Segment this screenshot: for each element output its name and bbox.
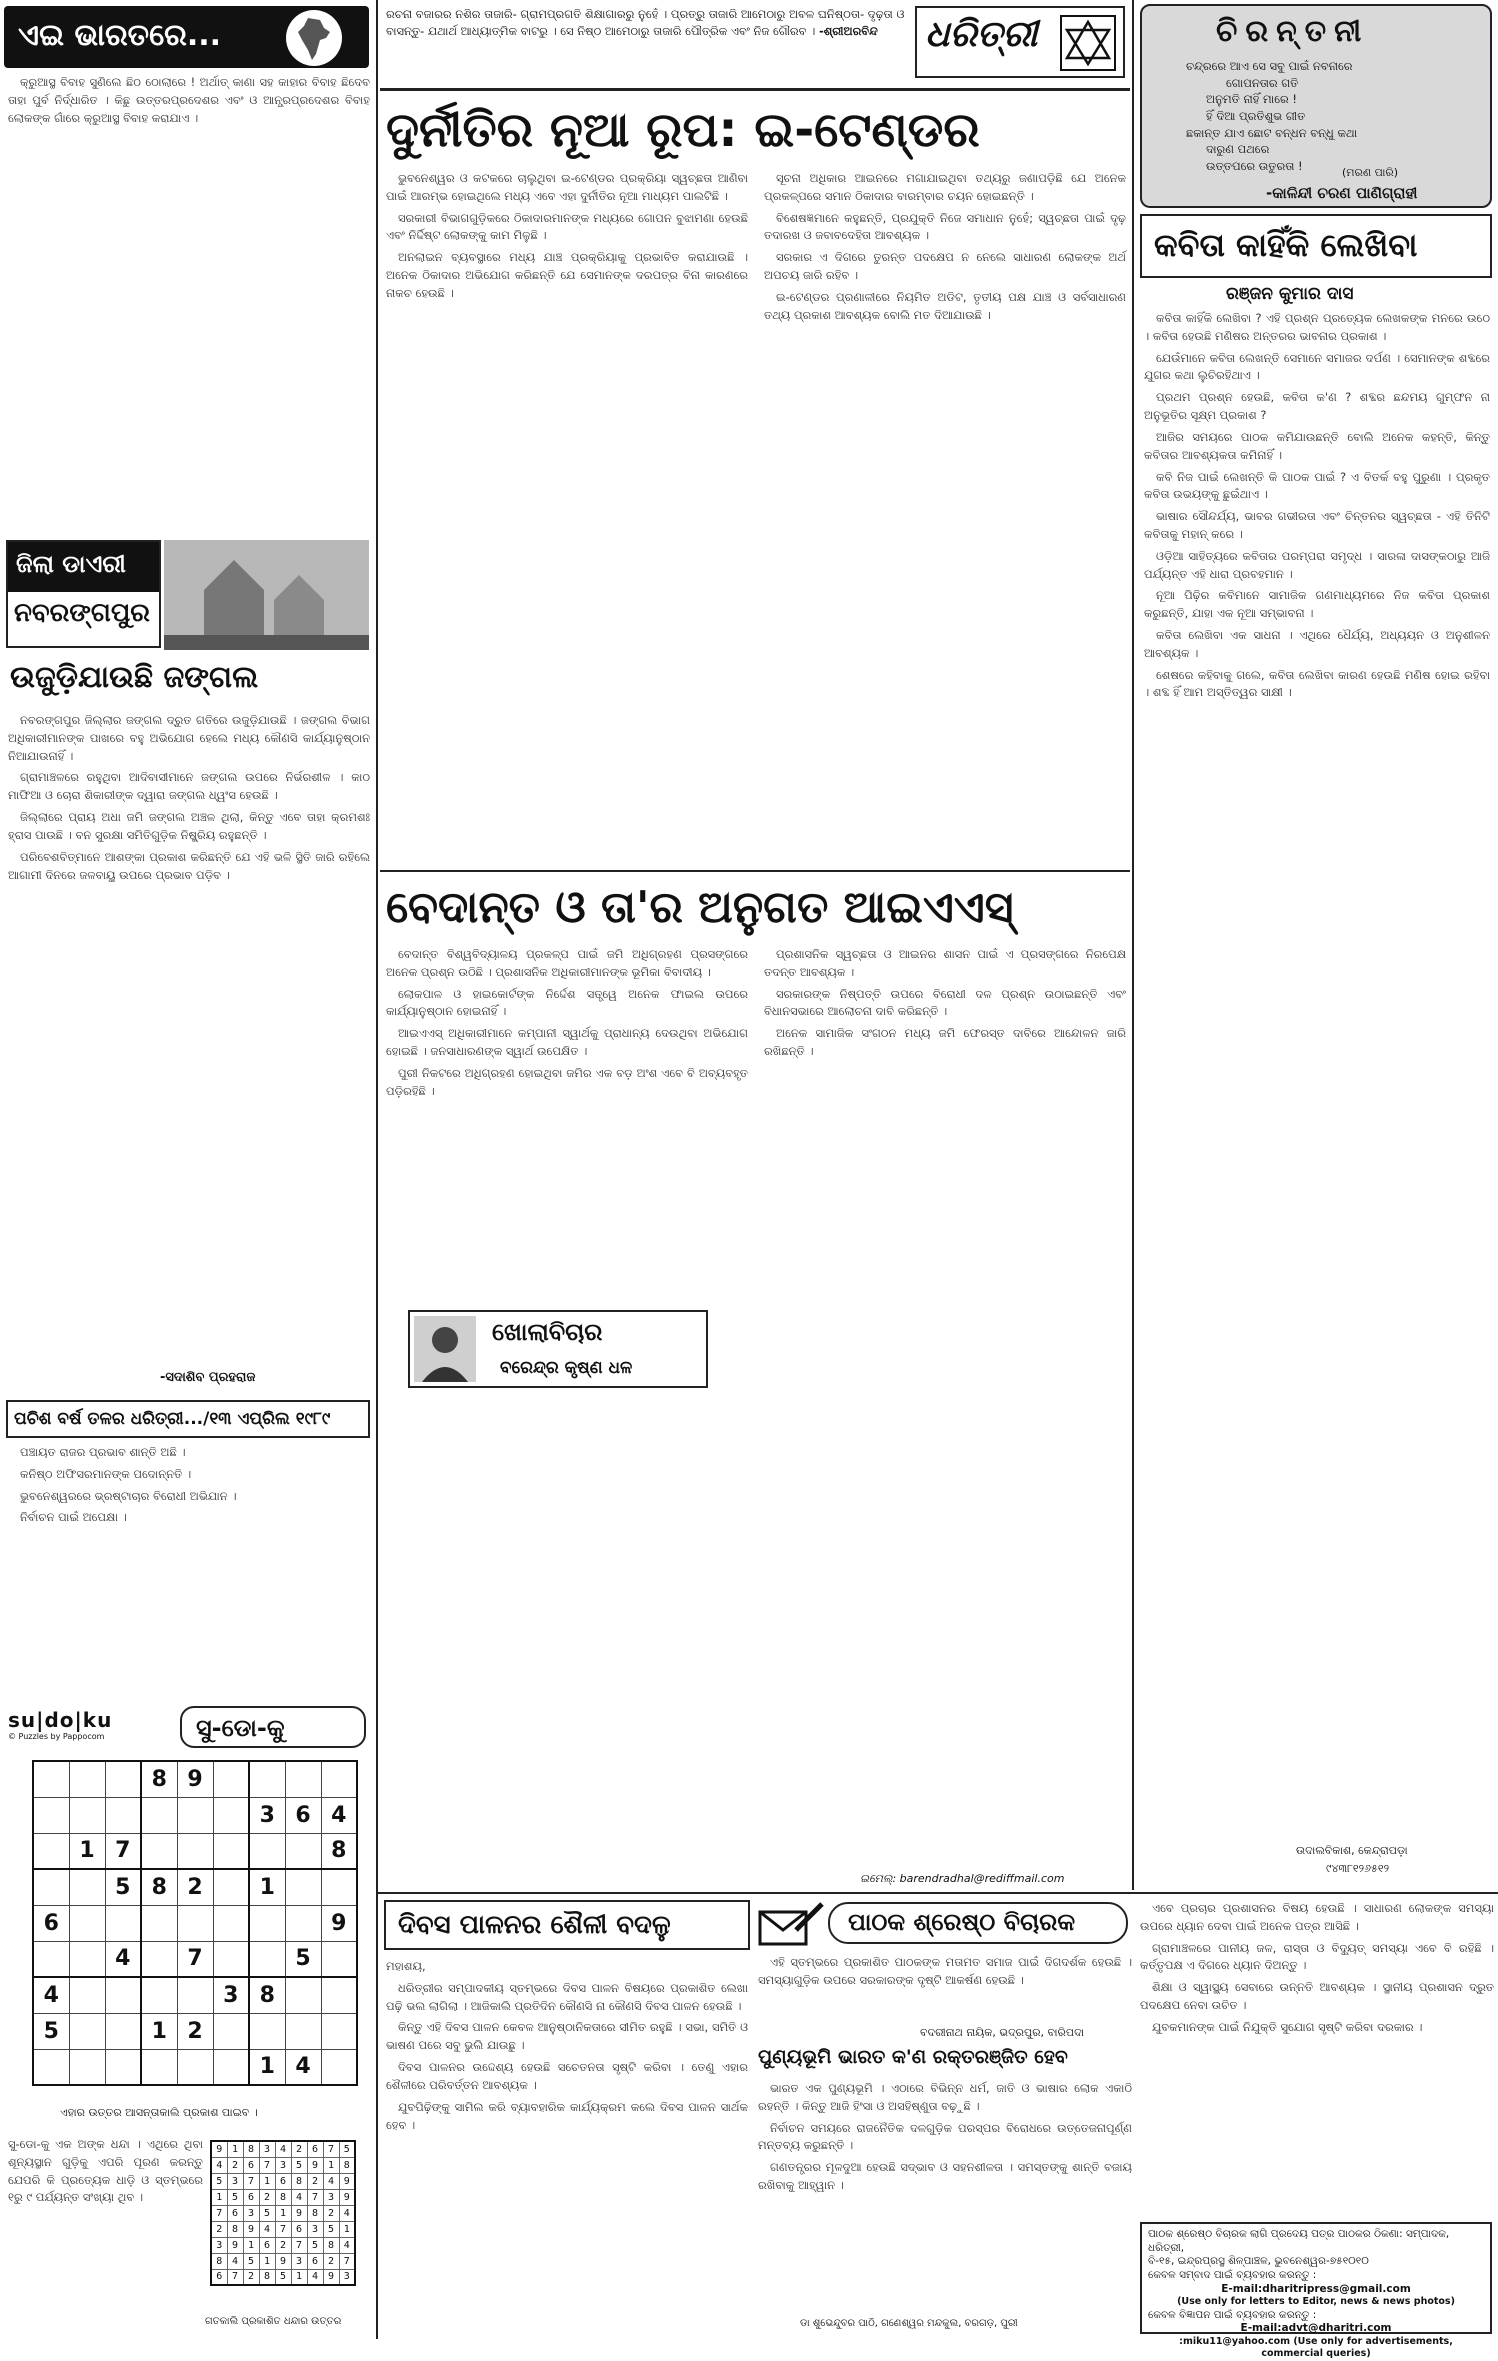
solution-cell: 7 xyxy=(275,2221,291,2237)
contact-email-yahoo[interactable]: :miku11@yahoo.com (Use only for advertisements, commercial queries) xyxy=(1179,2335,1453,2360)
solution-cell: 9 xyxy=(275,2253,291,2269)
poetry-article-signoff: ଉଦାଲବିକାଶ, କେନ୍ଦ୍ରାପଡ଼ା xyxy=(1296,1844,1408,1857)
solution-cell: 6 xyxy=(227,2205,243,2221)
left-column xyxy=(0,0,375,2339)
sudoku-cell: 1 xyxy=(141,2013,177,2049)
solution-cell: 7 xyxy=(243,2173,259,2189)
sudoku-cell xyxy=(213,2049,249,2085)
solution-cell: 3 xyxy=(211,2237,227,2253)
solution-cell: 9 xyxy=(339,2189,355,2205)
solution-cell: 5 xyxy=(291,2157,307,2173)
solution-cell: 1 xyxy=(291,2269,307,2285)
sudoku-cell: 8 xyxy=(141,1761,177,1797)
sudoku-cell: 8 xyxy=(249,1977,285,2013)
contact-box xyxy=(1140,2222,1492,2360)
second-article-body: ବେଦାନ୍ତ ବିଶ୍ୱବିଦ୍ୟାଳୟ ପ୍ରକଳ୍ପ ପାଇଁ ଜମି ଅଧିଗ୍ରହଣ ପ୍ରସଙ୍ଗରେ ଅନେକ ପ୍ରଶ୍ନ ଉଠିଛି । ପ୍ରଶାସନିକ ଅଧିକାରୀମାନଙ୍କ ଭୂମିକା ବିବାଦୀୟ । ଲୋକପାଳ ଓ ହାଇକୋର୍ଟଙ୍କ ନିର୍ଦ୍ଦେଶ ସତ୍ତ୍ୱେ ଅନେକ ଫାଇଲ ଉପରେ କାର୍ଯ୍ୟାନୁଷ୍ଠାନ ହୋଇନାହିଁ । ଆଇଏଏସ୍ ଅଧିକାରୀମାନେ କମ୍ପାନୀ ସ୍ୱାର୍ଥକୁ ପ୍ରାଧାନ୍ୟ ଦେଉଥିବା ଅଭିଯୋଗ ହୋଇଛି । ଜନସାଧାରଣଙ୍କ ସ୍ୱାର୍ଥ ଉପେକ୍ଷିତ । ପୁରୀ ନିକଟରେ ଅଧିଗ୍ରହଣ ହୋଇଥିବା ଜମିର ଏକ ବଡ଼ ଅଂଶ ଏବେ ବି ଅବ୍ୟବହୃତ ପଡ଼ିରହିଛି । ପ୍ରଶାସନିକ ସ୍ୱଚ୍ଛତା ଓ ଆଇନର ଶାସନ ପାଇଁ ଏ ପ୍ରସଙ୍ଗରେ ନିରପେକ୍ଷ ତଦନ୍ତ ଆବଶ୍ୟକ । ସରକାରଙ୍କ ନିଷ୍ପତ୍ତି ଉପରେ ବିରୋଧୀ ଦଳ ପ୍ରଶ୍ନ ଉଠାଇଛନ୍ତି ଏବଂ ବିଧାନସଭାରେ ଆଲୋଚନା ଦାବି କରିଛନ୍ତି । ଅନେକ ସାମାଜିକ ସଂଗଠନ ମଧ୍ୟ ଜମି ଫେରସ୍ତ ଦାବିରେ ଆନ୍ଦୋଳନ ଜାରି ରଖିଛନ୍ତି । xyxy=(386,947,1126,1098)
solution-cell: 6 xyxy=(243,2189,259,2205)
sudoku-cell xyxy=(69,2049,105,2085)
district-article-body: ନବରଙ୍ଗପୁର ଜିଲ୍ଲାର ଜଙ୍ଗଲ ଦ୍ରୁତ ଗତିରେ ଉଜୁଡ଼ିଯାଉଛି । ଜଙ୍ଗଲ ବିଭାଗ ଅଧିକାରୀମାନଙ୍କ ପାଖରେ ବହୁ ଅଭିଯୋଗ ହେଲେ ମଧ୍ୟ କୌଣସି କାର୍ଯ୍ୟାନୁଷ୍ଠାନ ନିଆଯାଉନାହିଁ । ଗ୍ରାମାଞ୍ଚଳରେ ରହୁଥିବା ଆଦିବାସୀମାନେ ଜଙ୍ଗଲ ଉପରେ ନିର୍ଭରଶୀଳ । କାଠ ମାଫିଆ ଓ ଚୋରା ଶିକାରୀଙ୍କ ଦ୍ୱାରା ଜଙ୍ଗଲ ଧ୍ୱଂସ ହେଉଛି । ଜିଲ୍ଲାରେ ପ୍ରାୟ ଅଧା ଜମି ଜଙ୍ଗଲ ଅଞ୍ଚଳ ଥିଲା, କିନ୍ତୁ ଏବେ ତାହା କ୍ରମଶଃ ହ୍ରାସ ପାଉଛି । ବନ ସୁରକ୍ଷା ସମିତିଗୁଡ଼ିକ ନିଷ୍କ୍ରିୟ ରହୁଛନ୍ତି । ପରିବେଶବିତ୍ମାନେ ଆଶଙ୍କା ପ୍ରକାଶ କରିଛନ୍ତି ଯେ ଏହି ଭଳି ସ୍ଥିତି ଜାରି ରହିଲେ ଆଗାମୀ ଦିନରେ ଜଳବାୟୁ ଉପରେ ପ୍ରଭାବ ପଡ଼ିବ । xyxy=(8,713,370,882)
solution-cell: 6 xyxy=(211,2269,227,2285)
contact-email-advt[interactable]: E-mail:advt@dharitri.com xyxy=(1240,2322,1392,2335)
sudoku-cell xyxy=(177,1977,213,2013)
solution-cell: 2 xyxy=(259,2189,275,2205)
contact-line2: ବି-୧୫, ଇନ୍ଦ୍ରପ୍ରସ୍ଥ ଶିଳ୍ପାଞ୍ଚଳ, ଭୁବନେଶ୍ୱର-୭୫୧୦୧୦ xyxy=(1148,2255,1369,2268)
solution-row xyxy=(211,2173,355,2189)
second-letter-body: ଭାରତ ଏକ ପୁଣ୍ୟଭୂମି । ଏଠାରେ ବିଭିନ୍ନ ଧର୍ମ, ଜାତି ଓ ଭାଷାର ଲୋକ ଏକାଠି ରହନ୍ତି । କିନ୍ତୁ ଆଜି ହିଂସା ଓ ଅସହିଷ୍ଣୁତା ବଢ଼ୁଛି । ନିର୍ବାଚନ ସମୟରେ ରାଜନୈତିକ ଦଳଗୁଡ଼ିକ ପରସ୍ପର ବିରୋଧରେ ଉତ୍ତେଜନାପୂର୍ଣ୍ଣ ମନ୍ତବ୍ୟ କରୁଛନ୍ତି । ଗଣତନ୍ତ୍ରର ମୂଳଦୁଆ ହେଉଛି ସଦ୍ଭାବ ଓ ସହନଶୀଳତା । ସମସ୍ତଙ୍କୁ ଶାନ୍ତି ବଜାୟ ରଖିବାକୁ ଆହ୍ୱାନ । xyxy=(758,2081,1132,2193)
sudoku-cell xyxy=(141,1977,177,2013)
sudoku-cell xyxy=(69,2013,105,2049)
masthead-box xyxy=(915,6,1125,78)
solution-cell: 6 xyxy=(259,2237,275,2253)
solution-cell: 5 xyxy=(307,2237,323,2253)
solution-row xyxy=(211,2189,355,2205)
contact-line1: ପାଠକ ଶ୍ରେଷ୍ଠ ବିଚାରକ ଲାଗି ପ୍ରଦେୟ ପତ୍ର ପାଠକର ଠିକଣା: ସମ୍ପାଦକ, ଧରିତ୍ରୀ, xyxy=(1148,2228,1450,2254)
solution-cell: 4 xyxy=(339,2237,355,2253)
poem-source: (ମରଣ ପାରି) xyxy=(1342,166,1399,179)
sudoku-cell: 5 xyxy=(105,1869,141,1905)
poetry-article-title: କବିତା କାହିଁକି ଲେଖିବା xyxy=(1154,226,1418,264)
day-celebration-body: ମହାଶୟ, ଧରିତ୍ରୀର ସମ୍ପାଦକୀୟ ସ୍ତମ୍ଭରେ ଦିବସ ପାଳନ ବିଷୟରେ ପ୍ରକାଶିତ ଲେଖା ପଢ଼ି ଭଲ ଲାଗିଲା । ଆଜିକାଲି ପ୍ରତିଦିନ କୌଣସି ନା କୌଣସି ଦିବସ ପାଳନ ହେଉଛି । କିନ୍ତୁ ଏହି ଦିବସ ପାଳନ କେବଳ ଆନୁଷ୍ଠାନିକତାରେ ସୀମିତ ରହୁଛି । ସଭା, ସମିତି ଓ ଭାଷଣ ପରେ ସବୁ ଭୁଲି ଯାଉଛୁ । ଦିବସ ପାଳନର ଉଦ୍ଦେଶ୍ୟ ହେଉଛି ସଚେତନତା ସୃଷ୍ଟି କରିବା । ତେଣୁ ଏହାର ଶୈଳୀରେ ପରିବର୍ତ୍ତନ ଆବଶ୍ୟକ । ଯୁବପିଢ଼ିଙ୍କୁ ସାମିଲ କରି ବ୍ୟାବହାରିକ କାର୍ଯ୍ୟକ୍ରମ କଲେ ଦିବସ ପାଳନ ସାର୍ଥକ ହେବ । xyxy=(386,1959,748,2132)
envelope-pen-icon xyxy=(756,1900,826,1952)
solution-cell: 8 xyxy=(211,2253,227,2269)
main-headline: ଦୁର୍ନୀତିର ନୂଆ ରୂପ: ଇ-ଟେଣ୍ଡର xyxy=(386,102,980,158)
sudoku-row xyxy=(33,1869,357,1905)
sudoku-cell xyxy=(213,1833,249,1869)
sudoku-cell xyxy=(141,1833,177,1869)
solution-row xyxy=(211,2141,355,2157)
solution-cell: 7 xyxy=(291,2237,307,2253)
sudoku-cell: 5 xyxy=(33,2013,69,2049)
sudoku-cell xyxy=(33,1797,69,1833)
solution-cell: 4 xyxy=(227,2253,243,2269)
solution-cell: 2 xyxy=(275,2237,291,2253)
sudoku-cell xyxy=(249,1833,285,1869)
sudoku-cell: 1 xyxy=(249,2049,285,2085)
sudoku-solution-container xyxy=(210,2140,356,2286)
solution-cell: 8 xyxy=(291,2173,307,2189)
contact-line3: କେବଳ ସମ୍ବାଦ ପାଇଁ ବ୍ୟବହାର କରନ୍ତୁ : xyxy=(1148,2268,1317,2281)
sudoku-cell: 9 xyxy=(177,1761,213,1797)
sudoku-cell xyxy=(33,1941,69,1977)
sudoku-cell xyxy=(249,1761,285,1797)
sudoku-logo: su|do|ku © Puzzles by Pappocom xyxy=(8,1708,113,1741)
sudoku-grid-container xyxy=(32,1760,358,2086)
dharitri-25-years-list xyxy=(8,1444,370,1699)
sudoku-cell xyxy=(249,2013,285,2049)
solution-cell: 5 xyxy=(275,2269,291,2285)
sudoku-cell: 4 xyxy=(321,1797,357,1833)
district-headline: ଉଜୁଡ଼ିଯାଉଛି ଜଙ୍ଗଲ xyxy=(10,660,259,695)
letter-signoff-1: ବଦରୀନାଥ ନାୟିକ, ଭଦ୍ରପୁର, ବାରିପଦା xyxy=(920,2026,1085,2039)
solution-cell: 6 xyxy=(291,2221,307,2237)
sudoku-cell xyxy=(213,1941,249,1977)
solution-cell: 1 xyxy=(259,2173,275,2189)
sudoku-row xyxy=(33,2049,357,2085)
sudoku-cell: 2 xyxy=(177,1869,213,1905)
author-email: ଇମେଲ୍: barendradhal@rediffmail.com xyxy=(860,1872,1065,1885)
solution-cell: 3 xyxy=(291,2253,307,2269)
sudoku-cell xyxy=(249,1905,285,1941)
sudoku-row xyxy=(33,1761,357,1797)
solution-cell: 5 xyxy=(259,2205,275,2221)
solution-cell: 1 xyxy=(243,2237,259,2253)
masthead-rule xyxy=(380,88,1130,91)
list-item: ନିର୍ବାଚନ ପାଇଁ ଅପେକ୍ଷା । xyxy=(20,1510,127,1525)
sudoku-cell xyxy=(321,2013,357,2049)
sudoku-cell: 4 xyxy=(285,2049,321,2085)
intro-text: କ୍ରୁଆସ୍ଥ ବିବାହ ସୁଣିଲେ ଛିଠ ଠୋଲାରେ ! ଅର୍ଥାତ୍ କାଣା ସହ କାହାର ବିବାହ ଛିଦେବ ତାହା ପୁର୍ବ ନିର୍ଦ୍ଧାରିତ । କିଛୁ ଉତ୍ତରପ୍ରଦେଶର ଏବଂ ଓ ଆନ୍ଧ୍ରପ୍ରଦେଶର ବିବାହ ଲୋକଙ୍କ ଗାଁରେ କ୍ରୁଆସ୍ଥ ବିବାହ କରାଯାଏ । xyxy=(8,75,370,125)
solution-cell: 4 xyxy=(275,2141,291,2157)
sudoku-cell xyxy=(105,1905,141,1941)
solution-cell: 4 xyxy=(339,2205,355,2221)
sudoku-cell: 1 xyxy=(249,1869,285,1905)
sudoku-cell: 6 xyxy=(33,1905,69,1941)
sudoku-row xyxy=(33,1941,357,1977)
solution-cell: 5 xyxy=(227,2189,243,2205)
opinion-author: ବରେନ୍ଦ୍ର କୃଷ୍ଣ ଧଳ xyxy=(500,1358,633,1378)
sudoku-cell xyxy=(33,1869,69,1905)
section-title: ଏଇ ଭାରତରେ... xyxy=(18,18,222,53)
sudoku-cell xyxy=(69,1905,105,1941)
sudoku-cell xyxy=(105,2013,141,2049)
solution-row xyxy=(211,2221,355,2237)
sudoku-solution-grid xyxy=(210,2140,356,2286)
intro-article xyxy=(8,74,370,534)
solution-row xyxy=(211,2253,355,2269)
solution-cell: 2 xyxy=(227,2157,243,2173)
sudoku-cell xyxy=(33,1761,69,1797)
quote-box xyxy=(386,6,906,84)
solution-cell: 7 xyxy=(339,2253,355,2269)
right-column xyxy=(1136,0,1498,1890)
solution-cell: 3 xyxy=(227,2173,243,2189)
poetry-article-phone: ୯୪୩୮୧୨୬୫୧୨ xyxy=(1326,1862,1390,1875)
sudoku-cell xyxy=(285,1977,321,2013)
solution-cell: 6 xyxy=(243,2157,259,2173)
solution-cell: 3 xyxy=(259,2141,275,2157)
solution-row xyxy=(211,2269,355,2285)
solution-cell: 1 xyxy=(211,2189,227,2205)
solution-cell: 1 xyxy=(227,2141,243,2157)
sudoku-cell: 3 xyxy=(249,1797,285,1833)
solution-cell: 4 xyxy=(323,2173,339,2189)
sudoku-cell xyxy=(285,1905,321,1941)
poetry-article-body: କବିତା କାହିଁକି ଲେଖିବା ? ଏହି ପ୍ରଶ୍ନ ପ୍ରତ୍ୟେକ ଲେଖକଙ୍କ ମନରେ ଉଠେ । କବିତା ହେଉଛି ମଣିଷର ଅନ୍ତରର ଭାବନାର ପ୍ରକାଶ । ଯେଉଁମାନେ କବିତା ଲେଖନ୍ତି ସେମାନେ ସମାଜର ଦର୍ପଣ । ସେମାନଙ୍କ ଶବ୍ଦରେ ଯୁଗର କଥା ଲୁଚିରହିଥାଏ । ପ୍ରଥମ ପ୍ରଶ୍ନ ହେଉଛି, କବିତା କ'ଣ ? ଶବ୍ଦର ଛନ୍ଦମୟ ଗୁମ୍ଫନ ନା ଅନୁଭୂତିର ସୂକ୍ଷ୍ମ ପ୍ରକାଶ ? ଆଜିର ସମୟରେ ପାଠକ କମିଯାଉଛନ୍ତି ବୋଲି ଅନେକ କହନ୍ତି, କିନ୍ତୁ କବିତାର ଆବଶ୍ୟକତା କମିନାହିଁ । କବି ନିଜ ପାଇଁ ଲେଖନ୍ତି କି ପାଠକ ପାଇଁ ? ଏ ବିତର୍କ ବହୁ ପୁରୁଣା । ପ୍ରକୃତ କବିତା ଉଭୟଙ୍କୁ ଛୁଇଁଥାଏ । ଭାଷାର ସୌନ୍ଦର୍ଯ୍ୟ, ଭାବର ଗଭୀରତା ଏବଂ ଚିନ୍ତନର ସ୍ୱଚ୍ଛତା - ଏହି ତିନିଟି କବିତାକୁ ମହାନ୍ କରେ । ଓଡ଼ିଆ ସାହିତ୍ୟରେ କବିତାର ପରମ୍ପରା ସମୃଦ୍ଧ । ସାରଳା ଦାସଙ୍କଠାରୁ ଆଜି ପର୍ଯ୍ୟନ୍ତ ଏହି ଧାରା ପ୍ରବହମାନ । ନୂଆ ପିଢ଼ିର କବିମାନେ ସାମାଜିକ ଗଣମାଧ୍ୟମରେ ନିଜ କବିତା ପ୍ରକାଶ କରୁଛନ୍ତି, ଯାହା ଏକ ନୂଆ ସମ୍ଭାବନା । କବିତା ଲେଖିବା ଏକ ସାଧନା । ଏଥିରେ ଧୈର୍ଯ୍ୟ, ଅଧ୍ୟୟନ ଓ ଅନୁଶୀଳନ ଆବଶ୍ୟକ । ଶେଷରେ କହିବାକୁ ଗଲେ, କବିତା ଲେଖିବା କାରଣ ହେଉଛି ମଣିଷ ହୋଇ ରହିବା । ଶବ୍ଦ ହିଁ ଆମ ଅସ୍ତିତ୍ୱର ସାକ୍ଷୀ । xyxy=(1144,311,1490,700)
sudoku-cell xyxy=(105,1797,141,1833)
sudoku-cell xyxy=(285,1833,321,1869)
letters-body-right: ଏବେ ପ୍ରଚାର ପ୍ରଶାସନର ବିଷୟ ହେଉଛି । ସାଧାରଣ ଲୋକଙ୍କ ସମସ୍ୟା ଉପରେ ଧ୍ୟାନ ଦେବା ପାଇଁ ଅନେକ ପତ୍ର ଆସିଛି । ଗ୍ରାମାଞ୍ଚଳରେ ପାନୀୟ ଜଳ, ରାସ୍ତା ଓ ବିଦ୍ୟୁତ୍ ସମସ୍ୟା ଏବେ ବି ରହିଛି । କର୍ତ୍ତୃପକ୍ଷ ଏ ଦିଗରେ ଧ୍ୟାନ ଦିଅନ୍ତୁ । ଶିକ୍ଷା ଓ ସ୍ୱାସ୍ଥ୍ୟ ସେବାରେ ଉନ୍ନତି ଆବଶ୍ୟକ । ସ୍ଥାନୀୟ ପ୍ରଶାସନ ଦ୍ରୁତ ପଦକ୍ଷେପ ନେବା ଉଚିତ । ଯୁବକମାନଙ୍କ ପାଇଁ ନିଯୁକ୍ତି ସୁଯୋଗ ସୃଷ୍ଟି କରିବା ଦରକାର । xyxy=(1140,1901,1494,2034)
sudoku-cell xyxy=(141,1905,177,1941)
center-mid-rule xyxy=(380,870,1130,872)
letters-header xyxy=(756,1900,1136,1948)
solution-cell: 3 xyxy=(323,2189,339,2205)
column-divider-right xyxy=(1132,0,1134,1890)
sudoku-cell xyxy=(285,2013,321,2049)
solution-row xyxy=(211,2157,355,2173)
opinion-box xyxy=(408,1310,708,1388)
poem-title: ଚିରନ୍ତନୀ xyxy=(1216,14,1370,49)
solution-cell: 9 xyxy=(227,2237,243,2253)
sudoku-cell xyxy=(69,1977,105,2013)
sudoku-cell: 5 xyxy=(285,1941,321,1977)
sudoku-cell xyxy=(105,2049,141,2085)
sudoku-cell xyxy=(69,1869,105,1905)
solution-cell: 6 xyxy=(307,2141,323,2157)
district-name: ନବରଙ୍ଗପୁର xyxy=(14,598,151,628)
sudoku-cell xyxy=(141,1941,177,1977)
solution-cell: 8 xyxy=(339,2157,355,2173)
contact-line4: କେବଳ ବିଜ୍ଞାପନ ପାଇଁ ବ୍ୟବହାର କରନ୍ତୁ : xyxy=(1148,2308,1317,2321)
sudoku-cell: 6 xyxy=(285,1797,321,1833)
solution-cell: 4 xyxy=(307,2269,323,2285)
sudoku-cell: 9 xyxy=(321,1905,357,1941)
solution-cell: 7 xyxy=(227,2269,243,2285)
sudoku-cell xyxy=(69,1761,105,1797)
solution-cell: 1 xyxy=(323,2157,339,2173)
letters-body-1: ଏହି ସ୍ତମ୍ଭରେ ପ୍ରକାଶିତ ପାଠକଙ୍କ ମତାମତ ସମାଜ ପାଇଁ ଦିଗଦର୍ଶକ ହେଉଛି । ସମସ୍ୟାଗୁଡ଼ିକ ଉପରେ ସରକାରଙ୍କ ଦୃଷ୍ଟି ଆକର୍ଷଣ ହେଉଛି । xyxy=(758,1955,1132,1987)
sudoku-title-box xyxy=(180,1706,366,1748)
solution-cell: 5 xyxy=(243,2253,259,2269)
sudoku-cell xyxy=(69,1941,105,1977)
sudoku-cell xyxy=(105,1761,141,1797)
solution-cell: 2 xyxy=(323,2205,339,2221)
day-salutation: ମହାଶୟ, xyxy=(386,1959,426,1973)
temple-photo xyxy=(164,540,369,650)
quote-text: ରଚନା ବଜାରର ନଶିର ତାଜାରି- ଗ୍ରାମପ୍ରଗତି ଶିକ୍ଷାଗାରରୁ ନୁହେଁ । ପ୍ରତ୍ରୁ ତାଜାରି ଆମେଠାରୁ ଅବଳ ଘନିଷ୍ଠତା- ଦୃଢ଼ତା ଓ ବାସନ୍ତୁ- ଯଥାର୍ଥ ଆଧ୍ୟାତ୍ମିକ ବାଟରୁ । ସେ ନିଷ୍ଠ ଆମେଠାରୁ ତାଜାରି ପୌତ୍ରିକ ଏବଂ ନିଜ ଗୌରବ । xyxy=(386,7,905,39)
solution-row xyxy=(211,2237,355,2253)
sudoku-cell xyxy=(321,1761,357,1797)
solution-cell: 8 xyxy=(323,2237,339,2253)
sudoku-cell: 1 xyxy=(69,1833,105,1869)
solution-cell: 3 xyxy=(275,2157,291,2173)
sudoku-cell xyxy=(321,1977,357,2013)
sudoku-cell: 7 xyxy=(177,1941,213,1977)
sudoku-cell: 2 xyxy=(177,2013,213,2049)
sudoku-cell xyxy=(141,1797,177,1833)
solution-cell: 2 xyxy=(291,2141,307,2157)
poem-lines: ଚନ୍ଦ୍ରରେ ଆଏ ସେ ସବୁ ପାଇଁ ନବନାରେ ଗୋପନତାର ଗତି ଅନୁମତି ନାହିଁ ମାରେ ! ହିଁ ଦିଆ ପ୍ରତିଶୁଭ ଗୀତ ଛକାନ୍ତ ଯାଏ ଛୋଟ ବନ୍ଧନ ବନ୍ଧୁ କଥା ଦାରୁଣ ପଥରେ ଉତ୍ତପରେ ଉତୁରତା ! xyxy=(1186,59,1358,174)
sudoku-cell xyxy=(33,1833,69,1869)
main-article-body: ଭୁବନେଶ୍ୱର ଓ କଟକରେ ଚାଲୁଥିବା ଇ-ଟେଣ୍ଡର ପ୍ରକ୍ରିୟା ସ୍ୱଚ୍ଛତା ଆଣିବା ପାଇଁ ଆରମ୍ଭ ହୋଇଥିଲେ ମଧ୍ୟ ଏବେ ଏହା ଦୁର୍ନୀତିର ନୂଆ ମାଧ୍ୟମ ପାଲଟିଛି । ସରକାରୀ ବିଭାଗଗୁଡ଼ିକରେ ଠିକାଦାରମାନଙ୍କ ମଧ୍ୟରେ ଗୋପନ ବୁଝାମଣା ହେଉଛି ଏବଂ ନିର୍ଦ୍ଦିଷ୍ଟ ଲୋକଙ୍କୁ କାମ ମିଳୁଛି । ଅନଲାଇନ ବ୍ୟବସ୍ଥାରେ ମଧ୍ୟ ଯାଞ୍ଚ ପ୍ରକ୍ରିୟାକୁ ପ୍ରଭାବିତ କରାଯାଉଛି । ଅନେକ ଠିକାଦାର ଅଭିଯୋଗ କରିଛନ୍ତି ଯେ ସେମାନଙ୍କ ଦରପତ୍ର ବିନା କାରଣରେ ନାକଚ ହେଉଛି । ସୂଚନା ଅଧିକାର ଆଇନରେ ମଗାଯାଇଥିବା ତଥ୍ୟରୁ ଜଣାପଡ଼ିଛି ଯେ ଅନେକ ପ୍ରକଳ୍ପରେ ସମାନ ଠିକାଦାର ବାରମ୍ବାର ଚୟନ ହୋଇଛନ୍ତି । ବିଶେଷଜ୍ଞମାନେ କହୁଛନ୍ତି, ପ୍ରଯୁକ୍ତି ନିଜେ ସମାଧାନ ନୁହେଁ; ସ୍ୱଚ୍ଛତା ପାଇଁ ଦୃଢ଼ ତଦାରଖ ଓ ଜବାବଦେହିତା ଆବଶ୍ୟକ । ସରକାର ଏ ଦିଗରେ ତୁରନ୍ତ ପଦକ୍ଷେପ ନ ନେଲେ ସାଧାରଣ ଲୋକଙ୍କ ଅର୍ଥ ଅପଚୟ ଜାରି ରହିବ । ଇ-ଟେଣ୍ଡର ପ୍ରଣାଳୀରେ ନିୟମିତ ଅଡିଟ, ତୃତୀୟ ପକ୍ଷ ଯାଞ୍ଚ ଓ ସର୍ବସାଧାରଣ ତଥ୍ୟ ପ୍ରକାଶ ଆବଶ୍ୟକ ବୋଲି ମତ ଦିଆଯାଉଛି । xyxy=(386,171,1126,322)
solution-cell: 3 xyxy=(339,2269,355,2285)
solution-cell: 8 xyxy=(275,2189,291,2205)
sudoku-row xyxy=(33,1905,357,1941)
solution-cell: 7 xyxy=(323,2141,339,2157)
contact-email-editor[interactable]: E-mail:dharitripress@gmail.com xyxy=(1221,2282,1411,2295)
list-item: ଭୁବନେଶ୍ୱରରେ ଭ୍ରଷ୍ଟାଚାର ବିରୋଧୀ ଅଭିଯାନ । xyxy=(20,1488,237,1503)
sudoku-how-to: ସୁ-ଡୋ-କୁ ଏକ ଅଙ୍କ ଧନ୍ଦା । ଏଥିରେ ଥିବା ଶୂନ୍ୟସ୍ଥାନ ଗୁଡ଼ିକୁ ଏପରି ପୂରଣ କରନ୍ତୁ ଯେପରି କି ପ୍ରତ୍ୟେକ ଧାଡ଼ି ଓ ସ୍ତମ୍ଭରେ ୧ରୁ ୯ ପର୍ଯ୍ୟନ୍ତ ସଂଖ୍ୟା ଥିବ । xyxy=(8,2137,203,2205)
solution-cell: 8 xyxy=(307,2205,323,2221)
sudoku-grid xyxy=(32,1760,358,2086)
poem-box xyxy=(1140,4,1492,208)
solution-cell: 9 xyxy=(339,2173,355,2189)
sudoku-row xyxy=(33,1797,357,1833)
solution-cell: 5 xyxy=(211,2173,227,2189)
sudoku-cell xyxy=(321,1941,357,1977)
sudoku-cell xyxy=(177,1905,213,1941)
sudoku-cell xyxy=(321,1869,357,1905)
solution-cell: 9 xyxy=(243,2221,259,2237)
district-diary-title: ଜିଲା ଡାଏରୀ xyxy=(8,542,159,592)
solution-cell: 7 xyxy=(259,2157,275,2173)
dharitri-25-years-title: ପଚିଶ ବର୍ଷ ତଳର ଧରିତ୍ରୀ.../୧୩ ଏପ୍ରିଲ ୧୯୮୯ xyxy=(14,1409,331,1429)
sudoku-cell xyxy=(213,1761,249,1797)
sudoku-cell xyxy=(105,1977,141,2013)
sudoku-cell xyxy=(213,2013,249,2049)
sudoku-title: ସୁ-ଡୋ-କୁ xyxy=(196,1714,285,1742)
solution-cell: 9 xyxy=(211,2141,227,2157)
solution-cell: 2 xyxy=(323,2253,339,2269)
second-headline: ବେଦାନ୍ତ ଓ ତା'ର ଅନୁଗତ ଆଇଏଏସ୍ xyxy=(386,882,1014,933)
solution-cell: 9 xyxy=(323,2269,339,2285)
sudoku-cell: 4 xyxy=(33,1977,69,2013)
second-letter-title: ପୁଣ୍ୟଭୂମି ଭାରତ କ'ଣ ରକ୍ତରଞ୍ଜିତ ହେବ xyxy=(758,2046,1068,2068)
solution-cell: 9 xyxy=(291,2205,307,2221)
dharitri-25-years-title-box xyxy=(6,1400,370,1438)
section-banner xyxy=(4,6,369,68)
sudoku-cell xyxy=(141,2049,177,2085)
sudoku-cell xyxy=(285,1761,321,1797)
solution-cell: 4 xyxy=(291,2189,307,2205)
sudoku-cell xyxy=(177,1833,213,1869)
solution-cell: 1 xyxy=(259,2253,275,2269)
solution-cell: 7 xyxy=(211,2205,227,2221)
sudoku-row xyxy=(33,1977,357,2013)
sudoku-cell: 4 xyxy=(105,1941,141,1977)
contact-email-editor-note: (Use only for letters to Editor, news & news photos) xyxy=(1177,2296,1455,2308)
center-column xyxy=(380,0,1130,1890)
letters-title: ପାଠକ ଶ୍ରେଷ୍ଠ ବିଚାରକ xyxy=(848,1908,1076,1936)
sudoku-cell: 8 xyxy=(141,1869,177,1905)
list-item: କନିଷ୍ଠ ଅଫିସରମାନଙ୍କ ପଦୋନ୍ନତି । xyxy=(20,1466,192,1481)
solution-cell: 4 xyxy=(259,2221,275,2237)
solution-cell: 2 xyxy=(243,2269,259,2285)
sudoku-cell xyxy=(285,1869,321,1905)
author-photo xyxy=(414,1316,476,1382)
sudoku-cell: 7 xyxy=(105,1833,141,1869)
solution-cell: 6 xyxy=(307,2253,323,2269)
poem-author: -କାଳିନ୍ଦୀ ଚରଣ ପାଣିଗ୍ରାହୀ xyxy=(1266,184,1418,202)
sudoku-cell xyxy=(33,2049,69,2085)
sudoku-row xyxy=(33,2013,357,2049)
solution-cell: 3 xyxy=(307,2221,323,2237)
district-diary-label xyxy=(6,540,161,648)
opinion-label: ଖୋଲାବିଚାର xyxy=(492,1318,603,1346)
day-celebration-title: ଦିବସ ପାଳନର ଶୈଳୀ ବଦଳୁ xyxy=(398,1910,671,1940)
quote-author: -ଶ୍ରୀଅରବିନ୍ଦ xyxy=(818,24,878,39)
solution-cell: 9 xyxy=(307,2157,323,2173)
solution-cell: 6 xyxy=(275,2173,291,2189)
sudoku-row xyxy=(33,1833,357,1869)
sudoku-cell xyxy=(177,1797,213,1833)
india-map-icon xyxy=(286,10,342,66)
letter-signoff-2: ଡା ଶୁଭେନ୍ଦୁବର ପାଠି, ଗଣେଶ୍ୱର ମନ୍ଦକୁଲ, ବରଗଡ଼, ପୁରୀ xyxy=(800,2318,1018,2329)
letters-title-box xyxy=(828,1902,1128,1944)
sudoku-cell xyxy=(213,1869,249,1905)
masthead-logo: ଧରିତ୍ରୀ xyxy=(925,14,1038,55)
solution-row xyxy=(211,2205,355,2221)
star-emblem-icon xyxy=(1059,14,1117,76)
sudoku-cell xyxy=(177,2049,213,2085)
solution-cell: 2 xyxy=(211,2221,227,2237)
sudoku-cell xyxy=(69,1797,105,1833)
sudoku-answer-note: ଏହାର ଉତ୍ତର ଆସନ୍ତାକାଲି ପ୍ରକାଶ ପାଇବ । xyxy=(60,2106,258,2119)
sudoku-cell xyxy=(249,1941,285,1977)
solution-cell: 1 xyxy=(339,2221,355,2237)
poetry-article-author: ରଞ୍ଜନ କୁମାର ଦାସ xyxy=(1226,284,1354,304)
solution-cell: 2 xyxy=(307,2173,323,2189)
solution-cell: 5 xyxy=(339,2141,355,2157)
day-celebration-title-box xyxy=(384,1900,750,1950)
column-divider-left xyxy=(376,0,378,2339)
sudoku-solution-caption: ଗତକାଲି ପ୍ରକାଶିତ ଧନ୍ଦାର ଉତ୍ତର xyxy=(205,2316,342,2327)
solution-cell: 8 xyxy=(243,2141,259,2157)
solution-cell: 5 xyxy=(323,2221,339,2237)
solution-cell: 4 xyxy=(211,2157,227,2173)
sudoku-cell: 8 xyxy=(321,1833,357,1869)
solution-cell: 7 xyxy=(307,2189,323,2205)
solution-cell: 1 xyxy=(275,2205,291,2221)
sudoku-cell: 3 xyxy=(213,1977,249,2013)
sudoku-cell xyxy=(321,2049,357,2085)
solution-cell: 3 xyxy=(243,2205,259,2221)
bottom-section-rule xyxy=(378,1892,1498,1894)
sudoku-cell xyxy=(213,1905,249,1941)
solution-cell: 8 xyxy=(227,2221,243,2237)
district-byline: -ସଦାଶିବ ପ୍ରହରାଜ xyxy=(160,1370,256,1385)
poetry-article-title-box xyxy=(1140,214,1492,278)
sudoku-cell xyxy=(213,1797,249,1833)
list-item: ପଞ୍ଚାୟତ ରାଜର ପ୍ରଭାବ ଶାନ୍ତି ଅଛି । xyxy=(20,1445,186,1459)
solution-cell: 8 xyxy=(259,2269,275,2285)
